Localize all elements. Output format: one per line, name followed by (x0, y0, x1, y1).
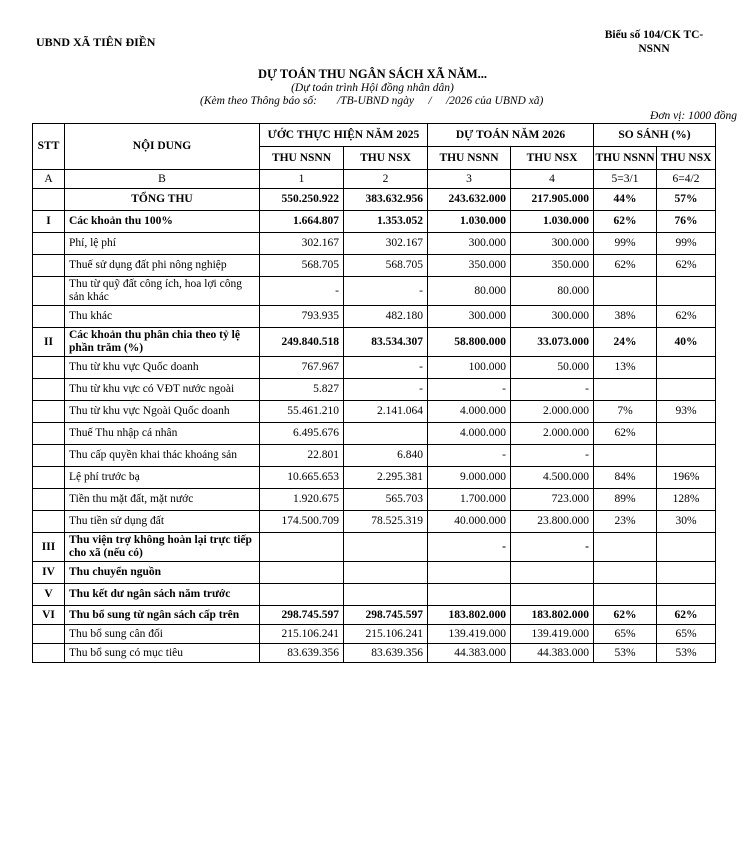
estimate-2025-nsnn: 6.495.676 (260, 423, 344, 445)
table-row (33, 306, 716, 328)
section-row (33, 211, 716, 233)
row-content: Thu từ khu vực có VĐT nước ngoài (65, 379, 260, 401)
budget-2026-nsnn: 9.000.000 (428, 467, 511, 489)
budget-2026-nsx (511, 584, 594, 606)
estimate-2025-nsnn (260, 533, 344, 562)
estimate-2025-nsx: 83.639.356 (344, 644, 428, 663)
row-stt (33, 445, 65, 467)
estimate-2025-nsx: 482.180 (344, 306, 428, 328)
estimate-2025-nsx: 302.167 (344, 233, 428, 255)
budget-2026-nsnn: 4.000.000 (428, 401, 511, 423)
row-stt: VI (33, 606, 65, 625)
table-row (33, 625, 716, 644)
compare-nsnn: 65% (594, 625, 657, 644)
row-stt (33, 277, 65, 306)
index-cell: 6=4/2 (657, 170, 716, 189)
estimate-2025-nsx: 6.840 (344, 445, 428, 467)
budget-2026-nsx: - (511, 445, 594, 467)
subheader-cell: THU NSNN (594, 147, 657, 170)
index-cell: 5=3/1 (594, 170, 657, 189)
budget-2026-nsx: 44.383.000 (511, 644, 594, 663)
header-stt: STT (33, 124, 65, 170)
budget-2026-nsx: 217.905.000 (511, 189, 594, 211)
row-content: Thu từ quỹ đất công ích, hoa lợi công sản khác (65, 277, 260, 306)
compare-nsnn: 24% (594, 328, 657, 357)
estimate-2025-nsx (344, 423, 428, 445)
budget-2026-nsnn: 243.632.000 (428, 189, 511, 211)
estimate-2025-nsx: - (344, 277, 428, 306)
index-cell: 1 (260, 170, 344, 189)
estimate-2025-nsnn: 793.935 (260, 306, 344, 328)
compare-nsx: 76% (657, 211, 716, 233)
compare-nsx (657, 379, 716, 401)
compare-nsx (657, 445, 716, 467)
compare-nsnn: 62% (594, 211, 657, 233)
estimate-2025-nsx: 215.106.241 (344, 625, 428, 644)
index-cell: B (65, 170, 260, 189)
estimate-2025-nsx (344, 584, 428, 606)
row-content: Thu kết dư ngân sách năm trước (65, 584, 260, 606)
estimate-2025-nsx: 78.525.319 (344, 511, 428, 533)
budget-2026-nsx: 1.030.000 (511, 211, 594, 233)
estimate-2025-nsx (344, 533, 428, 562)
compare-nsnn: 84% (594, 467, 657, 489)
budget-2026-nsnn: 139.419.000 (428, 625, 511, 644)
row-stt: IV (33, 562, 65, 584)
subheader-cell: THU NSNN (260, 147, 344, 170)
budget-2026-nsnn: 58.800.000 (428, 328, 511, 357)
budget-2026-nsnn: 300.000 (428, 306, 511, 328)
compare-nsnn (594, 445, 657, 467)
table-row (33, 277, 716, 306)
budget-2026-nsnn: 300.000 (428, 233, 511, 255)
row-stt (33, 233, 65, 255)
budget-2026-nsnn: 1.030.000 (428, 211, 511, 233)
row-stt (33, 489, 65, 511)
estimate-2025-nsx: 565.703 (344, 489, 428, 511)
row-content: Phí, lệ phí (65, 233, 260, 255)
unit-note: Đơn vị: 1000 đồng (650, 110, 737, 122)
subheader-cell: THU NSNN (428, 147, 511, 170)
compare-nsx: 62% (657, 606, 716, 625)
estimate-2025-nsx: 2.295.381 (344, 467, 428, 489)
budget-2026-nsx: 50.000 (511, 357, 594, 379)
budget-2026-nsx: 300.000 (511, 306, 594, 328)
row-stt (33, 644, 65, 663)
row-stt: I (33, 211, 65, 233)
budget-2026-nsnn: 183.802.000 (428, 606, 511, 625)
compare-nsx: 57% (657, 189, 716, 211)
budget-2026-nsnn: - (428, 445, 511, 467)
estimate-2025-nsnn: 249.840.518 (260, 328, 344, 357)
estimate-2025-nsnn: 767.967 (260, 357, 344, 379)
document-title: DỰ TOÁN THU NGÂN SÁCH XÃ NĂM... (257, 67, 488, 81)
budget-2026-nsx: 23.800.000 (511, 511, 594, 533)
budget-2026-nsnn: - (428, 379, 511, 401)
row-stt (33, 255, 65, 277)
estimate-2025-nsnn: 215.106.241 (260, 625, 344, 644)
compare-nsnn (594, 562, 657, 584)
compare-nsnn: 99% (594, 233, 657, 255)
row-stt (33, 357, 65, 379)
estimate-2025-nsx: 298.745.597 (344, 606, 428, 625)
compare-nsnn (594, 379, 657, 401)
row-stt (33, 423, 65, 445)
compare-nsx: 128% (657, 489, 716, 511)
estimate-2025-nsnn: 55.461.210 (260, 401, 344, 423)
budget-2026-nsnn: 4.000.000 (428, 423, 511, 445)
table-row (33, 379, 716, 401)
row-content: Các khoản thu phân chia theo tỷ lệ phần trăm (%) (65, 328, 260, 357)
table-row (33, 255, 716, 277)
estimate-2025-nsnn: 10.665.653 (260, 467, 344, 489)
section-row (33, 328, 716, 357)
row-content: Lệ phí trước bạ (65, 467, 260, 489)
budget-2026-nsx: 139.419.000 (511, 625, 594, 644)
compare-nsx: 30% (657, 511, 716, 533)
row-content: Thuế sử dụng đất phi nông nghiệp (65, 255, 260, 277)
row-content: Thu bổ sung từ ngân sách cấp trên (65, 606, 260, 625)
budget-2026-nsnn: 1.700.000 (428, 489, 511, 511)
compare-nsnn: 53% (594, 644, 657, 663)
header-content: NỘI DUNG (65, 124, 260, 170)
estimate-2025-nsnn: 302.167 (260, 233, 344, 255)
budget-2026-nsx: 183.802.000 (511, 606, 594, 625)
index-row (33, 170, 716, 189)
estimate-2025-nsnn: - (260, 277, 344, 306)
compare-nsnn: 62% (594, 606, 657, 625)
subheader-cell: THU NSX (657, 147, 716, 170)
budget-table (32, 123, 716, 663)
compare-nsx (657, 533, 716, 562)
row-stt (33, 625, 65, 644)
budget-2026-nsx: 33.073.000 (511, 328, 594, 357)
budget-2026-nsx: 300.000 (511, 233, 594, 255)
table-row (33, 401, 716, 423)
estimate-2025-nsnn: 5.827 (260, 379, 344, 401)
budget-2026-nsx: 2.000.000 (511, 401, 594, 423)
section-row (33, 533, 716, 562)
compare-nsx: 62% (657, 306, 716, 328)
table-row (33, 511, 716, 533)
budget-2026-nsx: 80.000 (511, 277, 594, 306)
budget-2026-nsx: 4.500.000 (511, 467, 594, 489)
row-content: Thu bổ sung có mục tiêu (65, 644, 260, 663)
table-row (33, 644, 716, 663)
header-estimate-2025: ƯỚC THỰC HIỆN NĂM 2025 (260, 124, 428, 147)
estimate-2025-nsx (344, 562, 428, 584)
index-cell: 2 (344, 170, 428, 189)
subheader-cell: THU NSX (344, 147, 428, 170)
row-stt (33, 379, 65, 401)
estimate-2025-nsx: - (344, 357, 428, 379)
estimate-2025-nsx: 568.705 (344, 255, 428, 277)
header-budget-2026: DỰ TOÁN NĂM 2026 (428, 124, 594, 147)
table-row (33, 233, 716, 255)
compare-nsnn: 13% (594, 357, 657, 379)
organization-name: UBND XÃ TIÊN ĐIỀN (36, 35, 156, 49)
row-content: Thu từ khu vực Quốc doanh (65, 357, 260, 379)
budget-2026-nsnn: 100.000 (428, 357, 511, 379)
compare-nsx: 62% (657, 255, 716, 277)
budget-2026-nsnn: 40.000.000 (428, 511, 511, 533)
compare-nsx (657, 562, 716, 584)
budget-2026-nsx: - (511, 533, 594, 562)
compare-nsx: 196% (657, 467, 716, 489)
table-row (33, 467, 716, 489)
estimate-2025-nsnn (260, 584, 344, 606)
estimate-2025-nsx: 2.141.064 (344, 401, 428, 423)
estimate-2025-nsnn: 1.664.807 (260, 211, 344, 233)
table-row (33, 489, 716, 511)
estimate-2025-nsnn (260, 562, 344, 584)
estimate-2025-nsnn: 22.801 (260, 445, 344, 467)
compare-nsnn: 89% (594, 489, 657, 511)
estimate-2025-nsx: 383.632.956 (344, 189, 428, 211)
index-cell: A (33, 170, 65, 189)
budget-2026-nsx (511, 562, 594, 584)
estimate-2025-nsx: 83.534.307 (344, 328, 428, 357)
row-stt: III (33, 533, 65, 562)
table-row (33, 423, 716, 445)
estimate-2025-nsx: 1.353.052 (344, 211, 428, 233)
estimate-2025-nsnn: 550.250.922 (260, 189, 344, 211)
row-stt (33, 467, 65, 489)
row-stt: II (33, 328, 65, 357)
form-code: Biểu số 104/CK TC-NSNN (604, 29, 704, 55)
budget-2026-nsx: - (511, 379, 594, 401)
compare-nsnn: 44% (594, 189, 657, 211)
budget-2026-nsnn: 80.000 (428, 277, 511, 306)
budget-2026-nsnn: - (428, 533, 511, 562)
compare-nsnn: 62% (594, 423, 657, 445)
budget-2026-nsnn (428, 562, 511, 584)
compare-nsnn: 7% (594, 401, 657, 423)
estimate-2025-nsnn: 1.920.675 (260, 489, 344, 511)
estimate-2025-nsnn: 568.705 (260, 255, 344, 277)
subheader-cell: THU NSX (511, 147, 594, 170)
row-content: Thu tiền sử dụng đất (65, 511, 260, 533)
row-stt (33, 189, 65, 211)
compare-nsx (657, 277, 716, 306)
row-stt: V (33, 584, 65, 606)
section-row (33, 584, 716, 606)
compare-nsx (657, 357, 716, 379)
compare-nsx (657, 423, 716, 445)
budget-2026-nsx: 2.000.000 (511, 423, 594, 445)
compare-nsx: 65% (657, 625, 716, 644)
row-content: Thu cấp quyền khai thác khoáng sản (65, 445, 260, 467)
row-content: Thu khác (65, 306, 260, 328)
compare-nsnn (594, 584, 657, 606)
estimate-2025-nsnn: 83.639.356 (260, 644, 344, 663)
row-content: TỔNG THU (65, 189, 260, 211)
section-row (33, 562, 716, 584)
compare-nsnn: 23% (594, 511, 657, 533)
compare-nsx (657, 584, 716, 606)
budget-2026-nsnn (428, 584, 511, 606)
estimate-2025-nsnn: 298.745.597 (260, 606, 344, 625)
section-row (33, 606, 716, 625)
table-row (33, 445, 716, 467)
compare-nsx: 93% (657, 401, 716, 423)
row-content: Thuế Thu nhập cá nhân (65, 423, 260, 445)
compare-nsx: 53% (657, 644, 716, 663)
reference-note: (Kèm theo Thông báo số: /TB-UBND ngày / /2026 của UBND xã) (200, 95, 544, 107)
budget-2026-nsnn: 350.000 (428, 255, 511, 277)
estimate-2025-nsnn: 174.500.709 (260, 511, 344, 533)
row-content: Tiền thu mặt đất, mặt nước (65, 489, 260, 511)
compare-nsnn (594, 533, 657, 562)
row-content: Thu bổ sung cân đối (65, 625, 260, 644)
row-stt (33, 306, 65, 328)
estimate-2025-nsx: - (344, 379, 428, 401)
index-cell: 4 (511, 170, 594, 189)
compare-nsnn: 38% (594, 306, 657, 328)
row-content: Thu viện trợ không hoàn lại trực tiếp cho xã (nếu có) (65, 533, 260, 562)
index-cell: 3 (428, 170, 511, 189)
row-stt (33, 401, 65, 423)
row-content: Các khoản thu 100% (65, 211, 260, 233)
row-stt (33, 511, 65, 533)
row-content: Thu từ khu vực Ngoài Quốc doanh (65, 401, 260, 423)
total-row (33, 189, 716, 211)
compare-nsnn (594, 277, 657, 306)
budget-2026-nsnn: 44.383.000 (428, 644, 511, 663)
header-compare: SO SÁNH (%) (594, 124, 716, 147)
document-subtitle: (Dự toán trình Hội đồng nhân dân) (291, 82, 454, 94)
compare-nsx: 40% (657, 328, 716, 357)
budget-2026-nsx: 350.000 (511, 255, 594, 277)
compare-nsx: 99% (657, 233, 716, 255)
table-row (33, 357, 716, 379)
compare-nsnn: 62% (594, 255, 657, 277)
row-content: Thu chuyển nguồn (65, 562, 260, 584)
budget-2026-nsx: 723.000 (511, 489, 594, 511)
